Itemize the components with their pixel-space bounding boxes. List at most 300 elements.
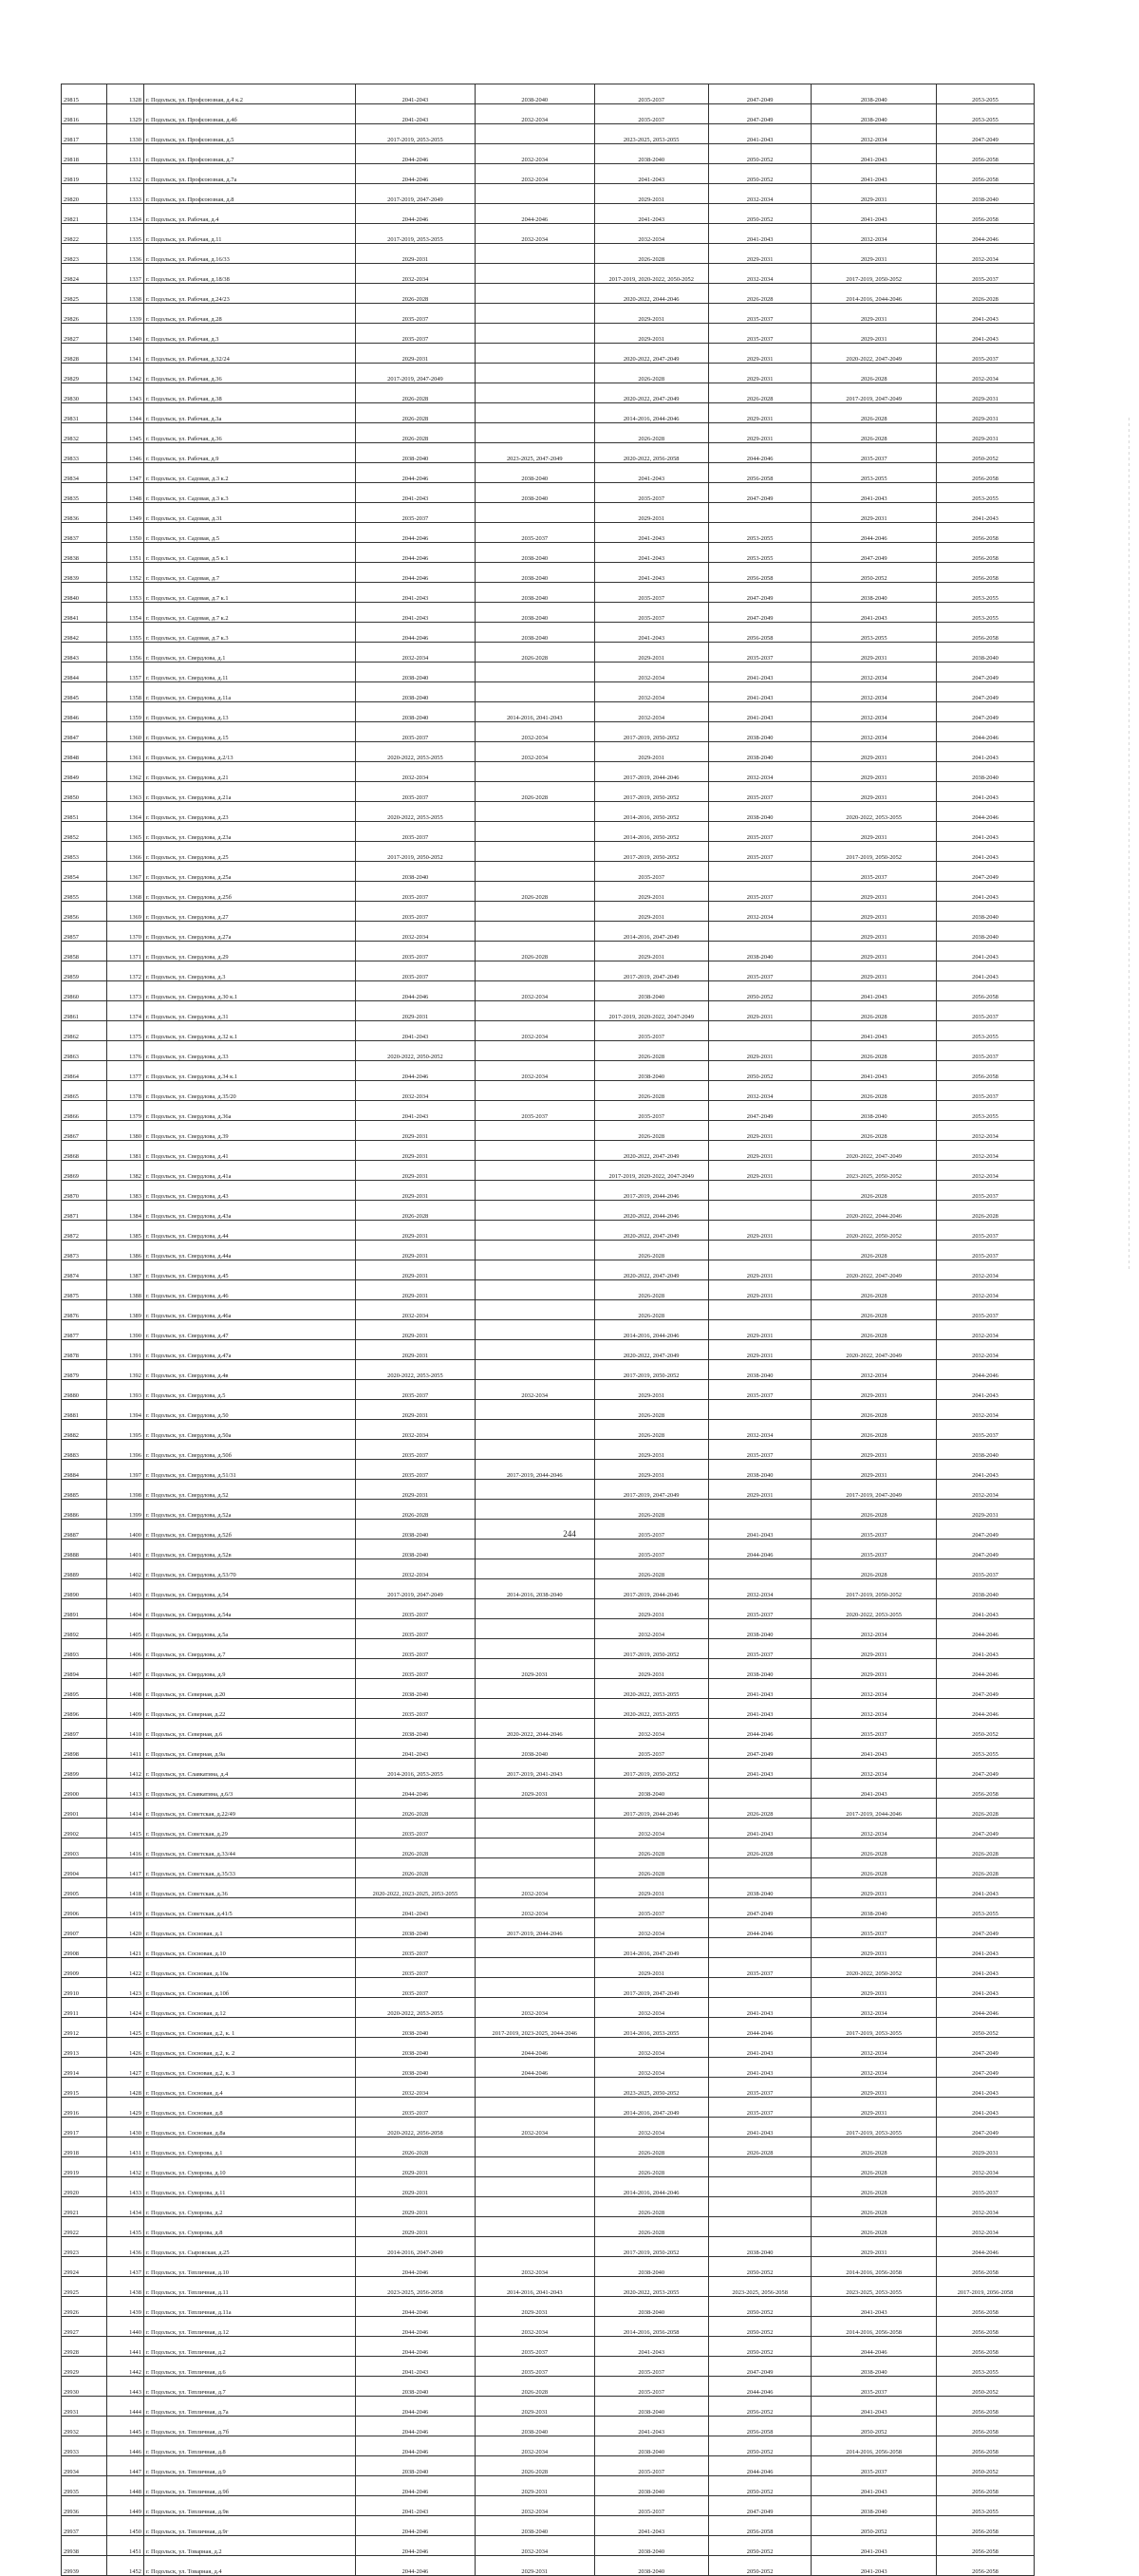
period-cell: 2026-2028 xyxy=(812,2137,937,2157)
period-cell: 2044-2046 xyxy=(475,2038,594,2058)
period-cell: 2017-2019, 2050-2052 xyxy=(594,722,708,742)
row-id: 29888 xyxy=(62,1540,107,1559)
period-cell: 2029-2031 xyxy=(812,902,937,922)
schedule-table-body xyxy=(62,84,1035,2576)
period-cell: 2029-2031 xyxy=(475,2297,594,2317)
address-cell: г. Подольск, ул. Товарная, д.4 xyxy=(143,2556,355,2576)
period-cell: 2035-2037 xyxy=(356,1978,476,1998)
period-cell: 2029-2031 xyxy=(594,324,708,344)
period-cell: 2044-2046 xyxy=(356,144,476,164)
period-cell: 2035-2037 xyxy=(708,1958,812,1978)
row-id: 29871 xyxy=(62,1201,107,1221)
period-cell: 2041-2043 xyxy=(356,104,476,124)
period-cell xyxy=(475,284,594,304)
period-cell: 2026-2028 xyxy=(356,423,476,443)
row-number: 1376 xyxy=(107,1041,144,1061)
period-cell xyxy=(475,344,594,364)
period-cell: 2047-2049 xyxy=(936,1759,1034,1779)
period-cell: 2020-2022, 2050-2052 xyxy=(812,1958,937,1978)
period-cell: 2038-2040 xyxy=(708,1659,812,1679)
row-id: 29864 xyxy=(62,1061,107,1081)
period-cell: 2047-2049 xyxy=(708,1739,812,1759)
period-cell: 2029-2031 xyxy=(708,403,812,423)
period-cell: 2038-2040 xyxy=(475,2417,594,2436)
period-cell: 2026-2028 xyxy=(936,284,1034,304)
address-cell: г. Подольск, ул. Садовая, д.3 к.3 xyxy=(143,483,355,503)
period-cell: 2053-2055 xyxy=(936,1898,1034,1918)
period-cell: 2020-2022, 2047-2049 xyxy=(594,344,708,364)
period-cell: 2041-2043 xyxy=(594,2516,708,2536)
period-cell xyxy=(708,1201,812,1221)
row-number: 1387 xyxy=(107,1260,144,1280)
period-cell: 2029-2031 xyxy=(594,1958,708,1978)
period-cell xyxy=(475,1500,594,1520)
period-cell xyxy=(475,1440,594,1460)
address-cell: г. Подольск, ул. Свердлова, д.35/20 xyxy=(143,1081,355,1101)
period-cell: 2041-2043 xyxy=(594,563,708,583)
table-row xyxy=(62,762,1035,782)
period-cell: 2041-2043 xyxy=(708,1520,812,1540)
address-cell: г. Подольск, ул. Рабочая, д.24/23 xyxy=(143,284,355,304)
address-cell: г. Подольск, ул. Профсоюзная, д.5 xyxy=(143,124,355,144)
address-cell: г. Подольск, ул. Суворова, д.1 xyxy=(143,2137,355,2157)
table-row xyxy=(62,682,1035,702)
period-cell: 2041-2043 xyxy=(356,1898,476,1918)
row-id: 29847 xyxy=(62,722,107,742)
row-id: 29876 xyxy=(62,1300,107,1320)
table-row xyxy=(62,1579,1035,1599)
row-number: 1340 xyxy=(107,324,144,344)
row-id: 29835 xyxy=(62,483,107,503)
period-cell: 2053-2055 xyxy=(936,2496,1034,2516)
address-cell: г. Подольск, ул. Свердлова, д.47а xyxy=(143,1340,355,1360)
row-id: 29870 xyxy=(62,1181,107,1201)
address-cell: г. Подольск, ул. Садовая, д.3 к.2 xyxy=(143,463,355,483)
period-cell: 2050-2052 xyxy=(812,2516,937,2536)
row-number: 1393 xyxy=(107,1380,144,1400)
period-cell: 2044-2046 xyxy=(356,1779,476,1799)
period-cell: 2038-2040 xyxy=(356,1520,476,1540)
address-cell: г. Подольск, ул. Тепличная, д.11 xyxy=(143,2277,355,2297)
period-cell xyxy=(475,1958,594,1978)
address-cell: г. Подольск, ул. Тепличная, д.9г xyxy=(143,2516,355,2536)
period-cell xyxy=(475,2157,594,2177)
period-cell: 2020-2022, 2056-2058 xyxy=(594,443,708,463)
period-cell: 2014-2016, 2047-2049 xyxy=(594,922,708,942)
table-row xyxy=(62,981,1035,1001)
row-id: 29818 xyxy=(62,144,107,164)
address-cell: г. Подольск, ул. Свердлова, д.50а xyxy=(143,1420,355,1440)
period-cell xyxy=(475,304,594,324)
period-cell: 2041-2043 xyxy=(812,1021,937,1041)
table-row xyxy=(62,1839,1035,1858)
period-cell: 2038-2040 xyxy=(475,1739,594,1759)
period-cell: 2041-2043 xyxy=(936,503,1034,523)
row-id: 29834 xyxy=(62,463,107,483)
row-id: 29878 xyxy=(62,1340,107,1360)
period-cell xyxy=(475,1699,594,1719)
period-cell: 2026-2028 xyxy=(708,1799,812,1819)
period-cell: 2020-2022, 2053-2055 xyxy=(812,802,937,822)
period-cell: 2035-2037 xyxy=(708,1599,812,1619)
row-number: 1411 xyxy=(107,1739,144,1759)
row-number: 1337 xyxy=(107,264,144,284)
address-cell: г. Подольск, ул. Сосновая, д.8а xyxy=(143,2118,355,2137)
row-id: 29845 xyxy=(62,682,107,702)
address-cell: г. Подольск, ул. Свердлова, д.9 xyxy=(143,1659,355,1679)
period-cell: 2029-2031 xyxy=(812,304,937,324)
period-cell xyxy=(475,1320,594,1340)
period-cell: 2032-2034 xyxy=(812,1998,937,2018)
row-id: 29840 xyxy=(62,583,107,603)
period-cell: 2047-2049 xyxy=(812,543,937,563)
period-cell: 2032-2034 xyxy=(356,1559,476,1579)
period-cell: 2029-2031 xyxy=(356,1280,476,1300)
period-cell: 2029-2031 xyxy=(812,1380,937,1400)
address-cell: г. Подольск, ул. Свердлова, д.53/70 xyxy=(143,1559,355,1579)
period-cell xyxy=(475,1181,594,1201)
period-cell: 2032-2034 xyxy=(475,2118,594,2137)
period-cell: 2017-2019, 2050-2052 xyxy=(594,1759,708,1779)
row-id: 29867 xyxy=(62,1121,107,1141)
period-cell: 2032-2034 xyxy=(475,2257,594,2277)
period-cell: 2029-2031 xyxy=(708,1320,812,1340)
period-cell: 2035-2037 xyxy=(936,1559,1034,1579)
address-cell: г. Подольск, ул. Свердлова, д.41 xyxy=(143,1141,355,1161)
period-cell: 2044-2046 xyxy=(936,1659,1034,1679)
period-cell: 2038-2040 xyxy=(708,722,812,742)
period-cell: 2035-2037 xyxy=(475,1101,594,1121)
period-cell: 2032-2034 xyxy=(936,2217,1034,2237)
address-cell: г. Подольск, ул. Северная, д.20 xyxy=(143,1679,355,1699)
address-cell: г. Подольск, ул. Сосновая, д.10 xyxy=(143,1938,355,1958)
row-number: 1342 xyxy=(107,364,144,383)
address-cell: г. Подольск, ул. Свердлова, д.46 xyxy=(143,1280,355,1300)
period-cell: 2026-2028 xyxy=(812,1181,937,1201)
period-cell: 2038-2040 xyxy=(356,1540,476,1559)
period-cell: 2032-2034 xyxy=(594,702,708,722)
period-cell: 2029-2031 xyxy=(475,2556,594,2576)
address-cell: г. Подольск, ул. Советская, д.33/44 xyxy=(143,1839,355,1858)
address-cell: г. Подольск, ул. Северная, д.6 xyxy=(143,1719,355,1739)
period-cell xyxy=(708,1021,812,1041)
table-row xyxy=(62,643,1035,663)
address-cell: г. Подольск, ул. Тепличная, д.9 xyxy=(143,2456,355,2476)
period-cell: 2038-2040 xyxy=(936,184,1034,204)
address-cell: г. Подольск, ул. Профсоюзная, д.4б xyxy=(143,104,355,124)
period-cell: 2050-2052 xyxy=(936,2018,1034,2038)
table-row xyxy=(62,1201,1035,1221)
table-row xyxy=(62,2456,1035,2476)
period-cell: 2029-2031 xyxy=(812,942,937,961)
address-cell: г. Подольск, ул. Свердлова, д.21 xyxy=(143,762,355,782)
period-cell xyxy=(475,184,594,204)
period-cell: 2017-2019, 2044-2046 xyxy=(475,1460,594,1480)
period-cell: 2017-2019, 2053-2055 xyxy=(356,124,476,144)
address-cell: г. Подольск, ул. Тепличная, д.7 xyxy=(143,2377,355,2397)
period-cell: 2020-2022, 2047-2049 xyxy=(812,344,937,364)
period-cell: 2035-2037 xyxy=(936,1001,1034,1021)
period-cell: 2044-2046 xyxy=(356,2317,476,2337)
row-number: 1348 xyxy=(107,483,144,503)
period-cell: 2056-2052 xyxy=(708,2397,812,2417)
row-id: 29875 xyxy=(62,1280,107,1300)
period-cell xyxy=(475,2177,594,2197)
period-cell: 2044-2046 xyxy=(936,802,1034,822)
row-id: 29854 xyxy=(62,862,107,882)
period-cell: 2032-2034 xyxy=(594,663,708,682)
period-cell: 2050-2052 xyxy=(708,2317,812,2337)
row-id: 29899 xyxy=(62,1759,107,1779)
address-cell: г. Подольск, ул. Рабочая, д.9 xyxy=(143,443,355,463)
row-number: 1448 xyxy=(107,2476,144,2496)
period-cell: 2032-2034 xyxy=(708,1081,812,1101)
period-cell: 2029-2031 xyxy=(936,2137,1034,2157)
table-row xyxy=(62,1141,1035,1161)
row-number: 1357 xyxy=(107,663,144,682)
period-cell xyxy=(475,1280,594,1300)
period-cell: 2017-2019, 2047-2049 xyxy=(356,1579,476,1599)
period-cell: 2041-2043 xyxy=(936,1599,1034,1619)
period-cell: 2041-2043 xyxy=(936,2078,1034,2098)
period-cell: 2032-2034 xyxy=(812,124,937,144)
period-cell xyxy=(475,1858,594,1878)
row-id: 29824 xyxy=(62,264,107,284)
address-cell: г. Подольск, ул. Свердлова, д.25б xyxy=(143,882,355,902)
period-cell: 2035-2037 xyxy=(356,961,476,981)
period-cell xyxy=(475,862,594,882)
period-cell: 2029-2031 xyxy=(812,2098,937,2118)
period-cell xyxy=(475,1081,594,1101)
table-row xyxy=(62,623,1035,643)
period-cell: 2056-2058 xyxy=(936,1061,1034,1081)
row-id: 29923 xyxy=(62,2237,107,2257)
period-cell: 2047-2049 xyxy=(936,1520,1034,1540)
period-cell xyxy=(475,762,594,782)
period-cell: 2035-2037 xyxy=(356,503,476,523)
period-cell: 2029-2031 xyxy=(356,1400,476,1420)
period-cell: 2035-2037 xyxy=(936,1420,1034,1440)
address-cell: г. Подольск, ул. Свердлова, д.51/31 xyxy=(143,1460,355,1480)
period-cell: 2029-2031 xyxy=(936,403,1034,423)
period-cell: 2050-2052 xyxy=(936,2377,1034,2397)
period-cell: 2032-2034 xyxy=(936,364,1034,383)
period-cell: 2041-2043 xyxy=(594,543,708,563)
table-row xyxy=(62,1380,1035,1400)
period-cell xyxy=(475,1639,594,1659)
row-id: 29892 xyxy=(62,1619,107,1639)
period-cell: 2032-2034 xyxy=(812,1699,937,1719)
row-number: 1427 xyxy=(107,2058,144,2078)
period-cell: 2044-2046 xyxy=(356,2397,476,2417)
table-row xyxy=(62,1779,1035,1799)
address-cell: г. Подольск, ул. Рабочая, д.18/38 xyxy=(143,264,355,284)
period-cell: 2053-2055 xyxy=(936,1101,1034,1121)
address-cell: г. Подольск, ул. Свердлова, д.33 xyxy=(143,1041,355,1061)
row-id: 29907 xyxy=(62,1918,107,1938)
period-cell: 2041-2043 xyxy=(936,1978,1034,1998)
period-cell: 2026-2028 xyxy=(708,383,812,403)
period-cell: 2050-2052 xyxy=(708,2337,812,2357)
address-cell: г. Подольск, ул. Садовая, д.31 xyxy=(143,503,355,523)
row-number: 1429 xyxy=(107,2098,144,2118)
period-cell: 2017-2019, 2050-2052 xyxy=(594,1360,708,1380)
period-cell: 2047-2049 xyxy=(936,1918,1034,1938)
period-cell: 2029-2031 xyxy=(594,184,708,204)
row-number: 1395 xyxy=(107,1420,144,1440)
row-number: 1373 xyxy=(107,981,144,1001)
table-row xyxy=(62,2157,1035,2177)
period-cell: 2026-2028 xyxy=(594,1280,708,1300)
row-id: 29891 xyxy=(62,1599,107,1619)
period-cell: 2044-2046 xyxy=(356,981,476,1001)
period-cell: 2017-2019, 2044-2046 xyxy=(594,1579,708,1599)
period-cell: 2032-2034 xyxy=(708,264,812,284)
period-cell: 2026-2028 xyxy=(812,1858,937,1878)
row-id: 29852 xyxy=(62,822,107,842)
table-row xyxy=(62,2317,1035,2337)
period-cell: 2044-2046 xyxy=(356,164,476,184)
table-row xyxy=(62,1739,1035,1759)
period-cell: 2029-2031 xyxy=(708,244,812,264)
row-id: 29920 xyxy=(62,2177,107,2197)
period-cell: 2026-2028 xyxy=(812,1320,937,1340)
table-row xyxy=(62,1280,1035,1300)
table-row xyxy=(62,2536,1035,2556)
table-row xyxy=(62,2337,1035,2357)
period-cell: 2056-2058 xyxy=(936,523,1034,543)
row-number: 1400 xyxy=(107,1520,144,1540)
period-cell xyxy=(475,1360,594,1380)
period-cell: 2038-2040 xyxy=(356,2038,476,2058)
period-cell: 2038-2040 xyxy=(475,84,594,104)
address-cell: г. Подольск, ул. Свердлова, д.5 xyxy=(143,1380,355,1400)
row-number: 1423 xyxy=(107,1978,144,1998)
address-cell: г. Подольск, ул. Советская, д.41/5 xyxy=(143,1898,355,1918)
row-id: 29890 xyxy=(62,1579,107,1599)
row-id: 29849 xyxy=(62,762,107,782)
row-number: 1369 xyxy=(107,902,144,922)
period-cell: 2032-2034 xyxy=(812,2038,937,2058)
period-cell: 2029-2031 xyxy=(594,1599,708,1619)
table-row xyxy=(62,742,1035,762)
period-cell: 2041-2043 xyxy=(812,981,937,1001)
row-number: 1442 xyxy=(107,2357,144,2377)
period-cell: 2032-2034 xyxy=(936,2197,1034,2217)
period-cell: 2032-2034 xyxy=(475,1021,594,1041)
period-cell: 2026-2028 xyxy=(594,1400,708,1420)
row-id: 29898 xyxy=(62,1739,107,1759)
period-cell: 2038-2040 xyxy=(475,563,594,583)
address-cell: г. Подольск, ул. Садовая, д.5 к.1 xyxy=(143,543,355,563)
period-cell: 2026-2028 xyxy=(812,2177,937,2197)
table-row xyxy=(62,1221,1035,1241)
period-cell: 2032-2034 xyxy=(475,104,594,124)
period-cell: 2035-2037 xyxy=(708,1440,812,1460)
period-cell: 2032-2034 xyxy=(936,1260,1034,1280)
address-cell: г. Подольск, ул. Суворова, д.11 xyxy=(143,2177,355,2197)
period-cell: 2035-2037 xyxy=(936,1300,1034,1320)
period-cell: 2038-2040 xyxy=(594,2536,708,2556)
period-cell: 2020-2022, 2053-2055 xyxy=(594,1699,708,1719)
period-cell: 2029-2031 xyxy=(594,902,708,922)
address-cell: г. Подольск, ул. Рабочая, д.28 xyxy=(143,304,355,324)
period-cell: 2026-2028 xyxy=(812,1001,937,1021)
period-cell: 2029-2031 xyxy=(356,2197,476,2217)
address-cell: г. Подольск, ул. Сосновая, д.1 xyxy=(143,1918,355,1938)
row-id: 29885 xyxy=(62,1480,107,1500)
row-number: 1405 xyxy=(107,1619,144,1639)
period-cell: 2035-2037 xyxy=(594,583,708,603)
period-cell: 2026-2028 xyxy=(936,1799,1034,1819)
table-row xyxy=(62,144,1035,164)
period-cell: 2038-2040 xyxy=(812,583,937,603)
address-cell: г. Подольск, ул. Тепличная, д.7а xyxy=(143,2397,355,2417)
period-cell: 2050-2052 xyxy=(708,2436,812,2456)
row-id: 29817 xyxy=(62,124,107,144)
period-cell: 2029-2031 xyxy=(936,1500,1034,1520)
period-cell: 2038-2040 xyxy=(356,1918,476,1938)
period-cell: 2041-2043 xyxy=(936,1380,1034,1400)
period-cell: 2032-2034 xyxy=(594,1619,708,1639)
period-cell: 2032-2034 xyxy=(936,1141,1034,1161)
period-cell: 2014-2016, 2044-2046 xyxy=(594,403,708,423)
row-number: 1399 xyxy=(107,1500,144,1520)
row-id: 29877 xyxy=(62,1320,107,1340)
period-cell xyxy=(475,264,594,284)
period-cell: 2029-2031 xyxy=(475,2397,594,2417)
row-number: 1358 xyxy=(107,682,144,702)
period-cell: 2035-2037 xyxy=(936,1221,1034,1241)
row-number: 1415 xyxy=(107,1819,144,1839)
row-id: 29902 xyxy=(62,1819,107,1839)
row-number: 1449 xyxy=(107,2496,144,2516)
address-cell: г. Подольск, ул. Свердлова, д.15 xyxy=(143,722,355,742)
row-id: 29930 xyxy=(62,2377,107,2397)
period-cell: 2035-2037 xyxy=(594,1101,708,1121)
row-id: 29846 xyxy=(62,702,107,722)
period-cell: 2041-2043 xyxy=(708,1759,812,1779)
period-cell: 2029-2031 xyxy=(812,961,937,981)
address-cell: г. Подольск, ул. Сосновая, д.2, к. 3 xyxy=(143,2058,355,2078)
row-id: 29931 xyxy=(62,2397,107,2417)
row-number: 1379 xyxy=(107,1101,144,1121)
table-row xyxy=(62,344,1035,364)
period-cell: 2056-2058 xyxy=(708,563,812,583)
period-cell: 2044-2046 xyxy=(708,2018,812,2038)
period-cell: 2035-2037 xyxy=(594,483,708,503)
period-cell: 2032-2034 xyxy=(356,264,476,284)
period-cell: 2020-2022, 2056-2058 xyxy=(356,2118,476,2137)
period-cell: 2044-2046 xyxy=(708,1540,812,1559)
period-cell: 2041-2043 xyxy=(812,603,937,623)
table-row xyxy=(62,1500,1035,1520)
period-cell xyxy=(708,1500,812,1520)
period-cell: 2032-2034 xyxy=(936,1280,1034,1300)
table-row xyxy=(62,1320,1035,1340)
period-cell: 2035-2037 xyxy=(708,782,812,802)
period-cell xyxy=(475,1141,594,1161)
period-cell: 2047-2049 xyxy=(708,84,812,104)
period-cell: 2032-2034 xyxy=(594,1719,708,1739)
table-row xyxy=(62,663,1035,682)
row-number: 1339 xyxy=(107,304,144,324)
period-cell: 2035-2037 xyxy=(812,862,937,882)
period-cell: 2014-2016, 2056-2058 xyxy=(812,2257,937,2277)
table-row xyxy=(62,2357,1035,2377)
table-row xyxy=(62,722,1035,742)
period-cell: 2029-2031 xyxy=(356,2157,476,2177)
